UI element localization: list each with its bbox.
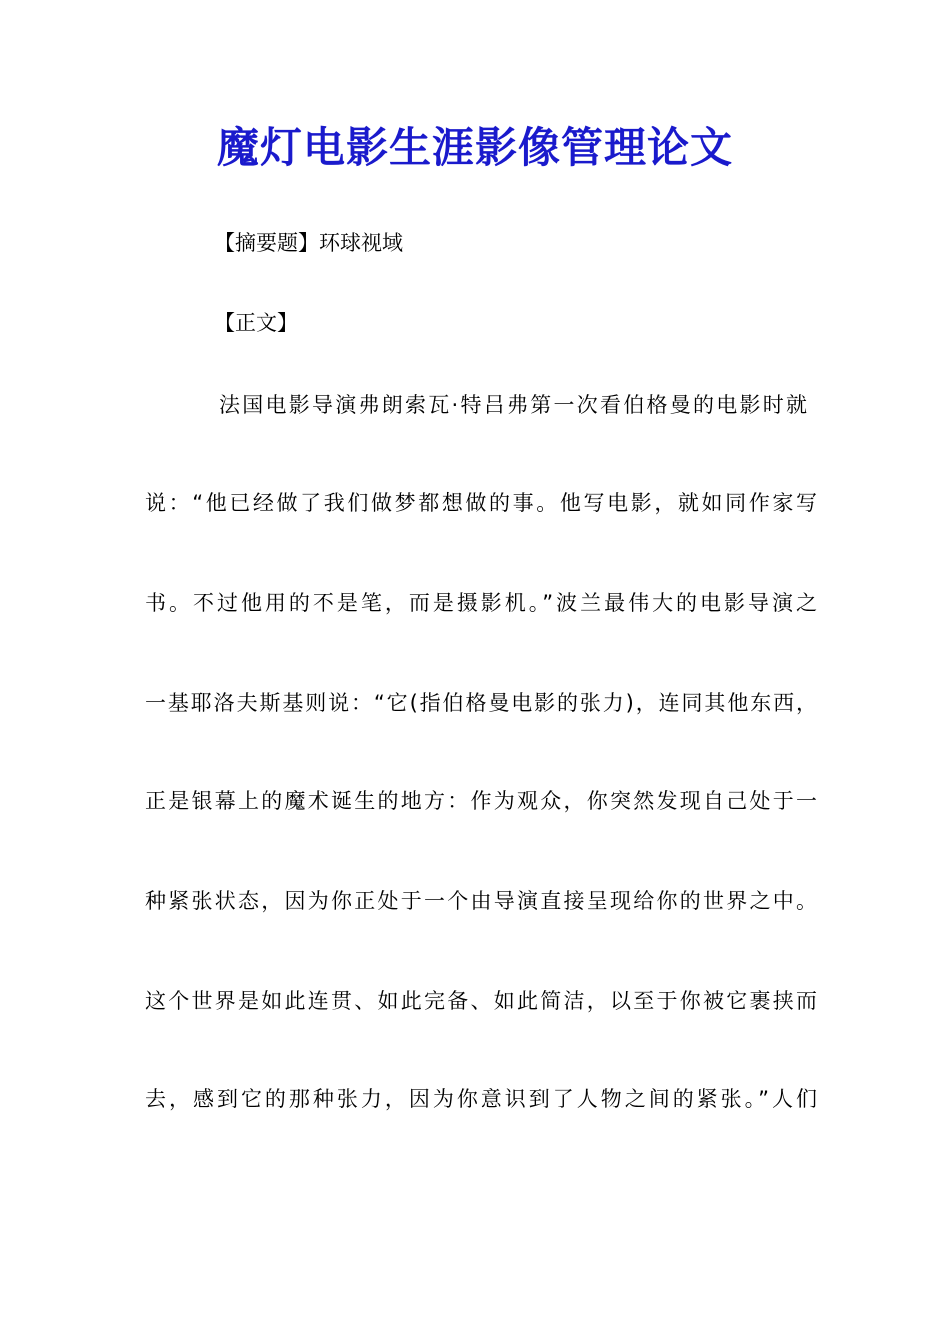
paragraph-line: 书。不过他用的不是笔，而是摄影机。”波兰最伟大的电影导演之 xyxy=(145,591,817,615)
paragraph-line: 种紧张状态，因为你正处于一个由导演直接呈现给你的世界之中。 xyxy=(145,889,817,913)
paragraph-line: 正是银幕上的魔术诞生的地方：作为观众，你突然发现自己处于一 xyxy=(145,789,817,813)
paragraph-line: 这个世界是如此连贯、如此完备、如此简洁，以至于你被它裹挟而 xyxy=(145,989,817,1013)
paragraph-line: 说：“他已经做了我们做梦都想做的事。他写电影，就如同作家写 xyxy=(145,491,817,515)
body-heading: 【正文】 xyxy=(214,311,298,335)
paragraph-line: 去，感到它的那种张力，因为你意识到了人物之间的紧张。”人们 xyxy=(145,1087,817,1111)
document-title: 魔灯电影生涯影像管理论文 xyxy=(216,123,733,172)
abstract-heading: 【摘要题】环球视域 xyxy=(214,231,403,255)
paragraph-line: 一基耶洛夫斯基则说：“它(指伯格曼电影的张力)，连同其他东西， xyxy=(145,691,817,715)
paragraph-line: 法国电影导演弗朗索瓦·特吕弗第一次看伯格曼的电影时就 xyxy=(219,393,807,417)
